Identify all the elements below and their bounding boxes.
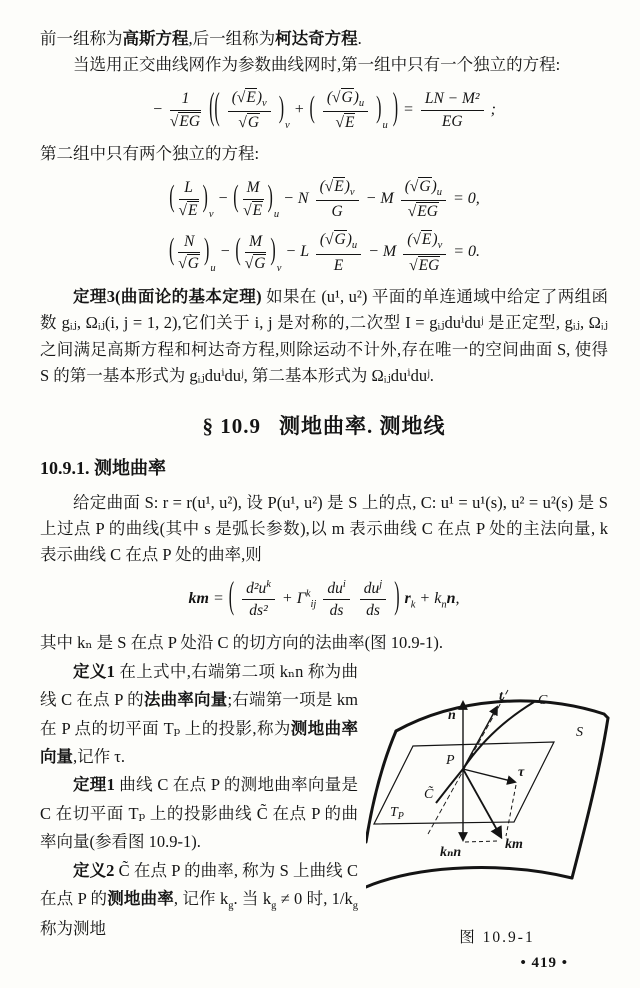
math-sub: u xyxy=(382,119,388,131)
math-sym: + xyxy=(293,100,305,118)
construction-dash-1 xyxy=(506,785,516,836)
math-sym xyxy=(401,177,446,201)
fraction xyxy=(243,178,264,220)
term-geodesic-curvature: 测地曲率 xyxy=(107,888,174,908)
text-run: ;右端第一项是 km 在 P 点的切平面 Tₚ 上的投影,称为 xyxy=(40,690,359,738)
text-run: ,记作 τ. xyxy=(73,747,126,767)
math-sym: ) xyxy=(432,231,438,249)
math-paren: ( xyxy=(228,575,235,617)
text-run: 第二组中只有两个独立的方程: xyxy=(40,144,260,164)
math-sym: d²u xyxy=(246,579,267,597)
label-C-tilde: C̃ xyxy=(424,786,434,802)
math-sym: (√ xyxy=(319,177,334,195)
math-sym: 0 xyxy=(468,243,477,261)
paragraph-second-group xyxy=(40,141,608,167)
math-sub: v xyxy=(208,208,214,220)
math-sym xyxy=(179,200,199,220)
math-sym: M xyxy=(243,178,264,199)
math-sym xyxy=(316,177,359,201)
math-sym: = xyxy=(453,189,464,207)
text-run: . 当 k xyxy=(233,888,272,908)
math-sym: EG xyxy=(441,112,463,130)
math-sub: v xyxy=(262,97,267,109)
radicand: E xyxy=(334,177,344,195)
curve-C-tilde xyxy=(436,769,463,803)
radicand: E xyxy=(252,201,263,219)
math-paren: ) xyxy=(202,180,208,214)
paragraph-gauss-codazzi xyxy=(40,26,608,52)
math-sub: u xyxy=(358,97,365,109)
label-TP: $T_P$ xyxy=(390,804,404,822)
math-sym xyxy=(245,253,267,273)
math-sym: (√ xyxy=(231,88,246,106)
sqrt-sign: √ xyxy=(409,256,418,274)
fraction xyxy=(323,578,349,621)
math-sup: i xyxy=(342,578,346,590)
radicand: G xyxy=(187,255,199,273)
math-sym: − xyxy=(152,100,163,118)
math-sym: − xyxy=(217,189,229,207)
math-sup: k xyxy=(305,588,311,600)
math-sym: (√ xyxy=(319,231,334,249)
radicand: E xyxy=(345,114,355,131)
fraction xyxy=(170,89,201,131)
math-sym: N xyxy=(297,189,309,207)
math-sym: N xyxy=(178,232,200,253)
definition-2-head: 定义2 xyxy=(73,860,115,880)
math-sym: ) xyxy=(256,88,263,106)
math-sym xyxy=(323,88,368,112)
radicand: EG xyxy=(179,112,201,130)
text-run: 称为测地 xyxy=(40,919,106,939)
text-run: ≠ 0 时, 1/k xyxy=(276,888,353,908)
math-sym: E xyxy=(333,256,344,274)
math-sym: M xyxy=(382,243,397,261)
math-sub: u xyxy=(436,186,442,198)
section-title: 测地曲率. 测地线 xyxy=(279,413,446,438)
math-sym: k xyxy=(434,589,442,607)
math-sub: k xyxy=(410,599,416,610)
math-sym xyxy=(228,112,271,132)
math-sym: 0 xyxy=(467,189,476,207)
math-sym: ; xyxy=(490,100,496,118)
christoffel-symbol xyxy=(296,588,317,610)
radicand: EG xyxy=(417,202,438,220)
math-sym: ds xyxy=(329,602,344,620)
math-sym: . xyxy=(476,243,481,261)
math-sym: ds xyxy=(366,602,380,620)
math-sym: r xyxy=(404,589,411,607)
math-sym xyxy=(323,112,368,132)
sqrt-sign: √ xyxy=(169,112,179,130)
math-paren: ) xyxy=(278,91,285,125)
fraction xyxy=(401,177,446,222)
definition-1-head: 定义1 xyxy=(73,661,115,681)
math-sym: L xyxy=(179,178,199,199)
theorem-3-head: 定理3(曲面论的基本定理) xyxy=(73,286,262,306)
math-sup: k xyxy=(266,578,271,590)
math-paren: (( xyxy=(209,86,220,128)
radicand: G xyxy=(419,177,431,195)
math-sym: M xyxy=(380,189,394,207)
surface-right-edge xyxy=(572,718,608,878)
paragraph-setup xyxy=(40,490,608,569)
math-paren: ( xyxy=(169,180,175,214)
math-sym: = xyxy=(453,243,465,261)
radicand: G xyxy=(247,114,260,131)
geodesic-curvature-formula xyxy=(40,575,608,621)
math-sym: − xyxy=(368,243,379,261)
math-sym xyxy=(178,253,200,273)
math-sym: M xyxy=(245,232,267,253)
text-run: 其中 kₙ 是 S 在点 P 处沿 C 的切方向的法曲率(图 10.9-1). xyxy=(40,632,443,652)
text-run: , 记作 k xyxy=(173,888,229,908)
construction-dash-2 xyxy=(465,841,499,842)
math-sym: ) xyxy=(353,88,359,106)
radicand: E xyxy=(421,231,432,249)
text-run: C̃ 在点 P 的曲率, 称为 S 上曲线 C 在点 P 的 xyxy=(40,860,358,908)
math-sym: = xyxy=(403,100,414,118)
math-sym xyxy=(316,230,361,254)
math-sym: (√ xyxy=(407,231,421,249)
math-sym: G xyxy=(331,202,343,220)
math-sym xyxy=(403,255,446,275)
label-S: S xyxy=(576,724,583,740)
math-sym: du xyxy=(327,579,343,597)
math-sub: g xyxy=(271,900,277,912)
radicand: G xyxy=(334,231,346,249)
theorem-3 xyxy=(40,284,608,390)
theorem-1 xyxy=(40,771,358,856)
fraction xyxy=(245,232,267,274)
math-sub: u xyxy=(273,208,280,220)
math-paren: ) xyxy=(270,234,276,267)
label-n: n xyxy=(448,707,456,723)
math-sub: g xyxy=(352,900,359,912)
fraction xyxy=(178,232,200,274)
fraction xyxy=(179,178,199,220)
math-sym: LN − M² xyxy=(421,89,484,110)
two-column-zone xyxy=(40,658,608,947)
math-sub: v xyxy=(285,119,290,131)
figure-caption: 图 10.9-1 xyxy=(459,928,535,946)
math-sym xyxy=(403,230,446,254)
fraction xyxy=(316,230,361,275)
math-sym: − xyxy=(285,243,297,261)
math-sym xyxy=(323,578,349,601)
sqrt-sign: √ xyxy=(178,201,188,219)
math-sym xyxy=(242,578,275,601)
math-sym: − xyxy=(365,189,377,207)
math-paren: ( xyxy=(233,180,239,214)
term-codazzi-equations: 柯达奇方程 xyxy=(275,29,358,48)
math-sym: ) xyxy=(431,177,437,195)
math-sub: u xyxy=(351,240,358,252)
text-run: . xyxy=(357,29,362,48)
radicand: E xyxy=(188,201,198,219)
sqrt-sign: √ xyxy=(244,255,254,273)
fraction xyxy=(421,89,484,131)
math-sym xyxy=(170,111,201,131)
text-run: 当选用正交曲线网作为参数曲线网时,第一组中只有一个独立的方程: xyxy=(73,55,561,75)
text-run: 曲线 C 在点 P 的测地曲率向量是 C 在切平面 Tₚ 上的投影曲线 C̃ 在点 P 的曲率向量(参看图 10.9-1). xyxy=(40,775,359,852)
math-sym: (√ xyxy=(326,88,341,106)
math-sym: 1 xyxy=(170,89,201,110)
sqrt-sign: √ xyxy=(178,255,187,273)
math-sym: = xyxy=(212,589,224,607)
sqrt-sign: √ xyxy=(238,114,247,131)
label-knn: kₙn xyxy=(440,844,462,860)
codazzi-equation-2 xyxy=(40,230,608,275)
surface-left-edge xyxy=(366,731,396,842)
vector-km xyxy=(463,769,501,837)
subsection-heading: 10.9.1. 测地曲率 xyxy=(40,457,166,478)
math-sym: − xyxy=(219,243,231,261)
math-sym: ds² xyxy=(249,602,268,620)
radicand: EG xyxy=(418,256,440,274)
math-sym: n xyxy=(446,589,456,607)
radicand: G xyxy=(341,88,353,106)
text-run: 在上式中,右端第二项 kₙn 称为曲线 C 在点 P 的 xyxy=(40,661,359,710)
text-run: 前一组称为 xyxy=(40,29,123,48)
math-paren: ) xyxy=(394,575,400,617)
radicand: G xyxy=(254,255,266,273)
paragraph-orthogonal-net xyxy=(40,52,608,78)
definition-2 xyxy=(40,857,358,944)
math-sym xyxy=(360,578,386,601)
curve-C xyxy=(463,702,534,769)
vector-t xyxy=(463,707,497,769)
math-sym: ) xyxy=(344,177,350,195)
math-sym xyxy=(243,200,264,220)
radicand: E xyxy=(246,88,256,106)
label-C: C xyxy=(538,692,548,708)
section-number: § 10.9 xyxy=(202,413,261,438)
text-run: 给定曲面 S: r = r(u¹, u²), 设 P(u¹, u²) 是 S 上的点, C: u¹ = u¹(s), u² = u²(s) 是 S 上过点 P 的曲线(其中 s 是弧长参数),以 m 表示曲线 C 在点 P 处的主法向量, k 表示曲线 C 在点 P 处的曲率,则 xyxy=(40,492,608,565)
math-paren: ) xyxy=(204,234,210,267)
figure-column xyxy=(358,658,628,947)
label-km: km xyxy=(505,836,523,852)
math-sub: g xyxy=(228,900,234,912)
math-sym: + xyxy=(281,589,293,607)
fraction xyxy=(242,578,275,621)
math-sub: v xyxy=(437,240,443,252)
math-sub: v xyxy=(276,262,282,274)
math-sym xyxy=(228,88,271,112)
gauss-equation-formula xyxy=(40,88,608,133)
definition-1 xyxy=(40,658,358,772)
math-paren: ( xyxy=(309,91,315,125)
codazzi-equation-1 xyxy=(40,177,608,222)
math-sym xyxy=(401,201,446,221)
label-P: P xyxy=(446,752,455,768)
sqrt-sign: √ xyxy=(243,201,252,219)
math-sub: n xyxy=(441,599,447,610)
label-tau: τ xyxy=(518,764,525,780)
math-sym: − xyxy=(283,189,294,207)
fraction xyxy=(228,88,271,133)
math-paren: ) xyxy=(392,86,399,128)
math-sym: ) xyxy=(346,231,352,249)
surface-bottom-edge xyxy=(366,868,572,887)
math-sub: ij xyxy=(310,599,317,610)
math-sym: , xyxy=(455,589,460,607)
sqrt-sign: √ xyxy=(407,202,417,220)
math-sym: L xyxy=(300,243,309,261)
text-run: ,后一组称为 xyxy=(188,29,276,48)
term-geodesic-curvature-vector: 测地曲率向量 xyxy=(40,718,358,767)
math-paren: ( xyxy=(235,234,241,267)
math-paren: ( xyxy=(168,234,175,267)
vector-tau xyxy=(463,769,515,782)
fraction xyxy=(323,88,368,133)
figure-10-9-1 xyxy=(366,674,628,912)
sqrt-sign: √ xyxy=(335,114,345,131)
math-sym: + xyxy=(419,589,431,607)
label-t: t xyxy=(499,688,503,704)
math-paren: ) xyxy=(267,180,273,214)
math-sym: Γ xyxy=(296,589,306,607)
paragraph-where xyxy=(40,630,608,656)
term-normal-curvature-vector: 法曲率向量 xyxy=(143,690,228,710)
page-number: • 419 • xyxy=(520,955,568,971)
math-sub: u xyxy=(210,262,216,274)
fraction xyxy=(360,578,386,621)
math-sym: (√ xyxy=(404,177,419,195)
math-sym: km xyxy=(188,589,209,607)
left-text-column xyxy=(40,658,358,947)
fraction xyxy=(403,230,446,275)
math-sub: v xyxy=(349,186,355,198)
term-gauss-equations: 高斯方程 xyxy=(122,29,189,48)
theorem-1-head: 定理1 xyxy=(73,775,115,795)
math-sup: j xyxy=(379,578,383,590)
math-sym: , xyxy=(475,189,480,207)
math-sym: du xyxy=(363,579,380,597)
fraction xyxy=(316,177,359,222)
math-paren: ) xyxy=(376,91,382,125)
text-run: 如果在 (u¹, u²) 平面的单连通域中给定了两组函数 gᵢⱼ, Ωᵢⱼ(i, j = 1, 2),它们关于 i, j 是对称的,二次型 I = gᵢⱼduⁱduʲ 是正定型, gᵢⱼ, Ωᵢⱼ 之间满足高斯方程和柯达奇方程,则除运动不计外,存在唯一的空间曲面 S, 使得 S 的第一基本形式为 gᵢⱼduⁱduʲ, 第二基本形式为 Ωᵢⱼduⁱduʲ. xyxy=(40,286,608,386)
section-heading xyxy=(40,410,608,440)
